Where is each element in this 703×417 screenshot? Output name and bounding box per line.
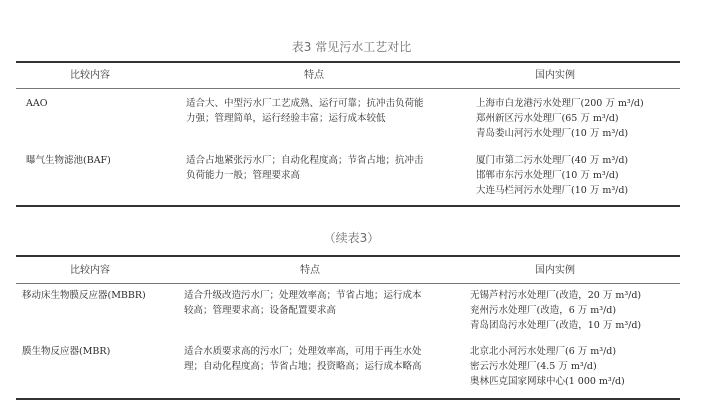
table1-row1-examples [476, 96, 644, 141]
table2-header-rule [16, 283, 680, 284]
table2-row2-example: 北京北小河污水处理厂(6 万 m³/d) [470, 346, 617, 357]
table1-row1-features [186, 96, 424, 126]
table1-bottom-rule [16, 205, 680, 207]
table2-top-rule [16, 255, 680, 257]
table2-row2-examples [470, 344, 625, 389]
table2-row1-name: 移动床生物膜反应器(MBBR) [22, 290, 146, 301]
table1-row1-feature-line: 适合大、中型污水厂工艺成熟、运行可靠；抗冲击负荷能 [186, 98, 424, 109]
table1-row2-name: 曝气生物滤池(BAF) [26, 155, 111, 166]
table2-header-features: 特点 [300, 265, 320, 276]
table1-row2-feature-line: 适合占地紧张污水厂；自动化程度高；节省占地；抗冲击 [186, 155, 424, 166]
table1-row1-example: 郑州新区污水处理厂(65 万 m³/d) [476, 113, 619, 124]
table1-top-rule [16, 61, 680, 63]
table1-row2-example: 大连马栏河污水处理厂(10 万 m³/d) [476, 185, 629, 196]
table1-header-compare: 比较内容 [70, 70, 110, 81]
table2-row2-features [184, 344, 422, 374]
table2-row1-example: 青岛团岛污水处理厂(改造，10 万 m³/d) [470, 320, 642, 331]
table1-row2-example: 厦门市第二污水处理厂(40 万 m³/d) [476, 155, 629, 166]
table2-row1-feature-line: 较高；管理要求高；设备配置要求高 [184, 305, 337, 316]
table1-row1-example: 上海市白龙港污水处理厂(200 万 m³/d) [476, 98, 644, 109]
table1-row1-name: AAO [26, 98, 48, 109]
table1-caption: 表3 常见污水工艺对比 [291, 40, 412, 54]
table1-header-rule [16, 88, 680, 89]
table1-header-features: 特点 [304, 70, 324, 81]
table2-header-compare: 比较内容 [70, 265, 110, 276]
table2-row2-example: 奥林匹克国家网球中心(1 000 m³/d) [470, 376, 625, 387]
table2-row2-name: 膜生物反应器(MBR) [22, 346, 111, 357]
table2-row1-example: 兖州污水处理厂(改造，6 万 m³/d) [470, 305, 617, 316]
table2-row2-feature-line: 理；自动化程度高；节省占地；投资略高；运行成本略高 [184, 361, 422, 372]
table1-row2-feature-line: 负荷能力一般；管理要求高 [186, 170, 301, 181]
table2-bottom-rule [16, 398, 680, 400]
table2-row1-examples [470, 288, 641, 333]
table1-row1-feature-line: 力强；管理简单，运行经验丰富；运行成本较低 [186, 113, 386, 124]
table2-row1-example: 无锡芦村污水处理厂(改造，20 万 m³/d) [470, 290, 642, 301]
table1-row2-examples [476, 153, 628, 198]
table2-row2-feature-line: 适合水质要求高的污水厂；处理效率高，可用于再生水处 [184, 346, 422, 357]
table2-row1-feature-line: 适合升级改造污水厂；处理效率高；节省占地；运行成本 [184, 290, 422, 301]
table1-row2-example: 邯郸市东污水处理厂(10 万 m³/d) [476, 170, 619, 181]
table2-row2-example: 密云污水处理厂(4.5 万 m³/d) [470, 361, 597, 372]
table1-row1-example: 青岛娄山河污水处理厂(10 万 m³/d) [476, 128, 629, 139]
table2-row1-features [184, 288, 422, 318]
table2-header-examples: 国内实例 [535, 265, 575, 276]
table2-caption: （续表3） [323, 231, 380, 245]
table1-header-examples: 国内实例 [535, 70, 575, 81]
table1-row2-features [186, 153, 424, 183]
